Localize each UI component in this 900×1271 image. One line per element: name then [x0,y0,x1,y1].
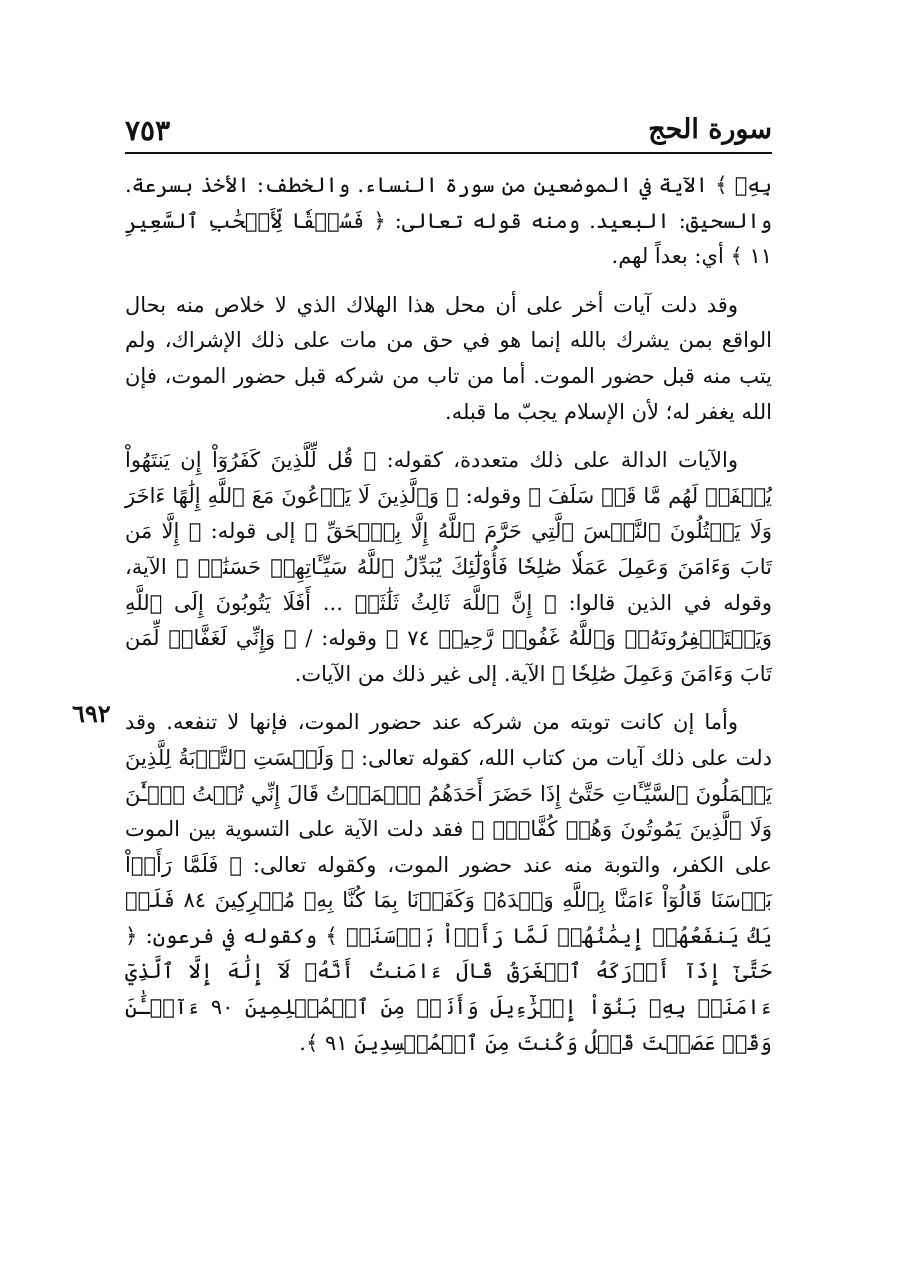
body-text [125,168,772,1061]
page-number: ٧٥٣ [125,114,171,147]
page-header [125,110,772,150]
paragraph: بِهِۦ ﴾ الآية في الموضعين من سورة النساء. والخطف: الأخذ بسرعة. والسحيق: البعيد. ومنه قوله تعالى: ﴿ فَسُحۡقٗا لِّأَصۡحَٰبِ ٱلسَّعِيرِ ١١ ﴾ أي: بعداً لهم. [125,173,772,269]
header-rule [125,152,772,154]
paragraph: وقد دلت آيات أخر على أن محل هذا الهلاك الذي لا خلاص منه بحال الواقع بمن يشرك بالله إنما هو في حق من مات على ذلك الإشراك، ولم يتب منه قبل حضور الموت. أما من تاب من شركه قبل حضور الموت، فإن الله يغفر له؛ لأن الإسلام يجبّ ما قبله. [125,292,772,424]
running-title: سورة الحج [648,114,772,145]
paragraph: وأما إن كانت توبته من شركه عند حضور الموت، فإنها لا تنفعه. وقد دلت على ذلك آيات من كتاب الله، كقوله تعالى: ﴿ وَلَيۡسَتِ ٱلتَّوۡبَةُ لِلَّذِينَ يَعۡمَلُونَ ٱلسَّيِّـَٔاتِ حَتَّىٰٓ إِذَا حَضَرَ أَحَدَهُمُ ٱلۡمَوۡتُ قَالَ إِنِّي تُبۡتُ ٱلۡـَٰٔنَ وَلَا ٱلَّذِينَ يَمُوتُونَ وَهُمۡ كُفَّارٌۚ ﴾ فقد دلت الآية على التسوية بين الموت على الكفر، والتوبة منه عند حضور الموت، وكقوله تعالى: ﴿ فَلَمَّا رَأَوۡاْ بَأۡسَنَا قَالُوٓاْ ءَامَنَّا بِٱللَّهِ وَحۡدَهُۥ وَكَفَرۡنَا بِمَا كُنَّا بِهِۦ مُشۡرِكِينَ ٨٤ فَلَمۡ يَكُ يَنفَعُهُمۡ إِيمَٰنُهُمۡ لَمَّا رَأَوۡاْ بَأۡسَنَاۖ ﴾ وكقوله في فرعون: ﴿ حَتَّىٰٓ إِذَآ أَدۡرَكَهُ ٱلۡغَرَقُ قَالَ ءَامَنتُ أَنَّهُۥ لَآ إِلَٰهَ إِلَّا ٱلَّذِيٓ ءَامَنَتۡ بِهِۦ بَنُوٓاْ إِسۡرَٰٓءِيلَ وَأَنَا۠ مِنَ ٱلۡمُسۡلِمِينَ ٩٠ ءَآلۡـَٰٔنَ وَقَدۡ عَصَيۡتَ قَبۡلُ وَكُنتَ مِنَ ٱلۡمُفۡسِدِينَ ٩١ ﴾. [125,710,772,1055]
margin-page-reference: ٦٩٢ [72,699,111,728]
paragraph: والآيات الدالة على ذلك متعددة، كقوله: ﴿ قُل لِّلَّذِينَ كَفَرُوٓاْ إِن يَنتَهُواْ يُغۡفَرۡ لَهُم مَّا قَدۡ سَلَفَ ﴾ وقوله: ﴿ وَٱلَّذِينَ لَا يَدۡعُونَ مَعَ ٱللَّهِ إِلَٰهًا ءَاخَرَ وَلَا يَقۡتُلُونَ ٱلنَّفۡسَ ٱلَّتِي حَرَّمَ ٱللَّهُ إِلَّا بِٱلۡحَقِّ ﴾ إلى قوله: ﴿ إِلَّا مَن تَابَ وَءَامَنَ وَعَمِلَ عَمَلٗا صَٰلِحٗا فَأُوْلَٰٓئِكَ يُبَدِّلُ ٱللَّهُ سَيِّـَٔاتِهِمۡ حَسَنَٰتٖ ﴾ الآية، وقوله في الذين قالوا: ﴿ إِنَّ ٱللَّهَ ثَالِثُ ثَلَٰثَةٖ ... أَفَلَا يَتُوبُونَ إِلَى ٱللَّهِ وَيَسۡتَغۡفِرُونَهُۥۚ وَٱللَّهُ غَفُورٞ رَّحِيمٞ ٧٤ ﴾ وقوله: / ﴿ وَإِنِّي لَغَفَّارٞ لِّمَن تَابَ وَءَامَنَ وَعَمِلَ صَٰلِحٗا ﴾ الآية. إلى غير ذلك من الآيات. [125,448,773,686]
